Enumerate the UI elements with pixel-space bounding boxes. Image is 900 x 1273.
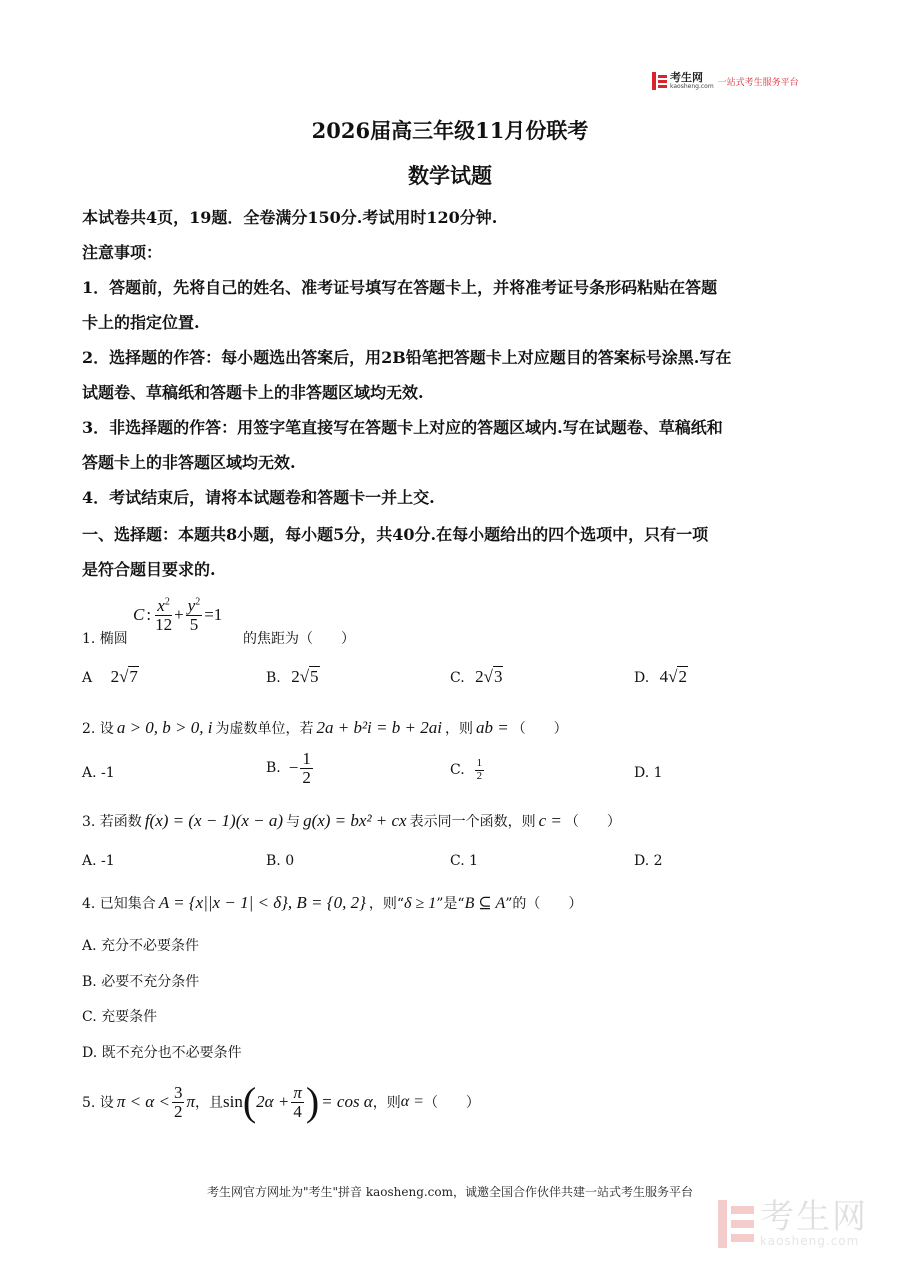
watermark-text-block	[760, 1197, 868, 1248]
q4-mid: ，则“	[368, 896, 405, 912]
q3-option-d[interactable]: D. 2	[634, 853, 663, 869]
q2-prefix: 2. 设	[82, 721, 114, 737]
notice-heading: 注意事项：	[82, 243, 163, 262]
q5-frac-den: 2	[173, 1101, 183, 1121]
q1-option-a[interactable]: A 2√7	[82, 667, 138, 686]
q4-option-a[interactable]: A. 充分不必要条件	[82, 938, 200, 954]
q5-pi-num: π	[293, 1082, 302, 1102]
notice-4-line1: 4．考试结束后，请将本试题卷和答题卡一并上交.	[82, 488, 435, 507]
q3-ask: c =	[538, 811, 562, 830]
q2-option-b-label: B.	[266, 760, 281, 777]
q1-option-c[interactable]: C. 2√3	[450, 667, 503, 686]
q5-mid: ，且	[194, 1095, 223, 1111]
q1-suffix: 的焦距为（ ）	[243, 631, 355, 647]
q1-x-sq: 2	[164, 596, 170, 608]
q4-stem	[82, 893, 582, 913]
exam-title: 2026届高三年级11月份联考	[311, 118, 589, 143]
notice-2-line2: 试题卷、草稿纸和答题卡上的非答题区域均无效.	[82, 383, 424, 402]
q2-option-b[interactable]	[266, 750, 315, 787]
q5-inequality: π < α <	[116, 1092, 170, 1111]
q1-option-d[interactable]: D. 4√2	[634, 667, 687, 686]
q1-option-c-label: C.	[450, 670, 465, 686]
q3-paren: （ ）	[564, 814, 621, 830]
q3-mid: 与	[286, 814, 301, 830]
q5-pi-den: 4	[293, 1101, 302, 1121]
q5-inner: 2α +	[256, 1092, 290, 1111]
watermark-brand: 考生网	[760, 1197, 868, 1237]
notice-3-line2: 答题卡上的非答题区域均无效.	[82, 453, 296, 472]
q3-f: f(x) = (x − 1)(x − a)	[144, 811, 284, 830]
q4-condition-1: δ ≥ 1	[404, 895, 437, 912]
q2-option-b-num: 1	[302, 749, 311, 768]
q1-equation	[133, 597, 222, 634]
logo-brand: 考生网	[670, 71, 703, 84]
q3-option-b[interactable]: B. 0	[266, 853, 295, 869]
q5-paren-left: (	[242, 1079, 257, 1124]
header-logo	[652, 72, 799, 90]
q2-equation: 2a + b²i = b + 2ai	[316, 718, 442, 737]
q2-option-c-frac	[475, 758, 485, 782]
q1-den1: 12	[155, 614, 173, 634]
q1-frac-y	[186, 597, 203, 634]
q5-prefix: 5. 设	[82, 1095, 114, 1111]
q5-pi: π	[186, 1092, 195, 1111]
q1-option-d-rad: 2	[678, 667, 687, 686]
q3-g: g(x) = bx² + cx	[303, 811, 407, 830]
notice-1-line2: 卡上的指定位置.	[82, 313, 200, 332]
section-heading-line1: 一、选择题：本题共8小题，每小题5分，共40分.在每小题给出的四个选项中，只有一项	[82, 525, 709, 544]
q5-tail: ，则	[372, 1095, 401, 1111]
q1-option-a-coef: 2	[110, 667, 120, 686]
q1-c: C	[133, 605, 145, 625]
q4-option-d[interactable]: D. 既不充分也不必要条件	[82, 1045, 242, 1061]
q1-option-b-label: B.	[266, 670, 281, 686]
q2-option-c[interactable]	[450, 758, 486, 782]
q2-option-c-num: 1	[476, 757, 483, 769]
q2-option-b-frac	[300, 750, 313, 787]
q3-prefix: 3. 若函数	[82, 814, 142, 830]
page-footer: 考生网官方网址为"考生"拼音 kaosheng.com，诚邀全国合作伙伴共建一站式考生服务平台	[206, 1185, 694, 1199]
q4-sets: A = {x||x − 1| < δ}, B = {0, 2}	[158, 893, 366, 912]
q5-frac	[172, 1084, 185, 1121]
q1-den2: 5	[189, 614, 199, 634]
q2-option-d[interactable]: D. 1	[634, 765, 663, 781]
q3-option-a[interactable]: A. -1	[82, 853, 115, 869]
q1-option-d-coef: 4	[659, 667, 669, 686]
q2-option-a[interactable]: A. -1	[82, 765, 115, 781]
q2-option-b-den: 2	[302, 767, 311, 787]
q1-y: y	[187, 596, 196, 615]
q1-x: x	[157, 596, 165, 615]
q5-stem	[82, 1079, 480, 1124]
notice-3-line1: 3．非选择题的作答：用签字笔直接写在答题卡上对应的答题区域内.写在试题卷、草稿纸和	[82, 418, 723, 437]
q1-frac-x	[155, 597, 172, 634]
q1-option-b[interactable]: B. 2√5	[266, 667, 319, 686]
watermark-url: kaosheng.com	[760, 1234, 860, 1248]
exam-subtitle: 数学试题	[408, 163, 492, 188]
q4-option-b[interactable]: B. 必要不充分条件	[82, 974, 200, 990]
q1-option-b-rad: 5	[310, 667, 319, 686]
q2-tail: ，则	[444, 721, 473, 737]
watermark-logo-icon	[718, 1200, 754, 1248]
q5-paren: （ ）	[423, 1095, 480, 1111]
q3-stem	[82, 811, 621, 831]
section-heading-line2: 是符合题目要求的.	[82, 560, 216, 579]
q4-option-c[interactable]: C. 充要条件	[82, 1009, 158, 1025]
q1-y-sq: 2	[195, 596, 201, 608]
q1-option-c-rad: 3	[493, 667, 503, 686]
q2-mid: 为虚数单位，若	[215, 721, 314, 737]
logo-text-block	[670, 72, 714, 90]
q1-option-a-rad: 7	[129, 667, 138, 686]
q3-tail: 表示同一个函数，则	[409, 814, 536, 830]
q2-stem	[82, 718, 568, 738]
q1-option-b-coef: 2	[291, 667, 300, 686]
notice-1-line1: 1．答题前，先将自己的姓名、准考证号填写在答题卡上，并将准考证号条形码粘贴在答题	[82, 278, 718, 297]
q4-prefix: 4. 已知集合	[82, 896, 156, 912]
exam-intro: 本试卷共4页，19题．全卷满分150分.考试用时120分钟.	[82, 208, 498, 227]
q1-plus: +	[174, 605, 184, 625]
q1-colon: :	[146, 605, 152, 625]
q5-rhs: = cos α	[321, 1092, 373, 1111]
q4-mid2: ”是“	[436, 896, 465, 912]
logo-url: kaosheng.com	[670, 83, 714, 90]
q1-option-d-label: D.	[634, 670, 650, 686]
q4-condition-2: B ⊆ A	[464, 895, 506, 912]
q2-option-b-sign: −	[288, 758, 299, 778]
logo-slogan: 一站式考生服务平台	[717, 77, 799, 88]
q2-paren: （ ）	[511, 721, 568, 737]
logo-icon	[652, 72, 667, 90]
q5-paren-right: )	[305, 1079, 320, 1124]
q3-option-c[interactable]: C. 1	[450, 853, 479, 869]
q2-condition: a > 0, b > 0, i	[116, 718, 213, 737]
q2-option-c-label: C.	[450, 762, 465, 779]
q2-option-c-den: 2	[476, 769, 483, 782]
q4-tail: ”的（ ）	[505, 896, 583, 912]
q1-prefix: 1. 椭圆	[82, 631, 128, 647]
q2-ask: ab =	[475, 718, 509, 737]
q5-frac-num: 3	[173, 1082, 183, 1102]
watermark	[718, 1197, 868, 1248]
q5-ask: α =	[400, 1093, 424, 1110]
q1-eq: =1	[204, 605, 223, 625]
notice-2-line1: 2．选择题的作答：每小题选出答案后，用2B铅笔把答题卡上对应题目的答案标号涂黑.写在	[82, 348, 732, 367]
q1-option-c-coef: 2	[475, 667, 484, 686]
q5-sin: sin	[222, 1092, 243, 1111]
q5-pi-frac	[291, 1084, 304, 1121]
q1-option-a-label: A	[82, 670, 93, 686]
